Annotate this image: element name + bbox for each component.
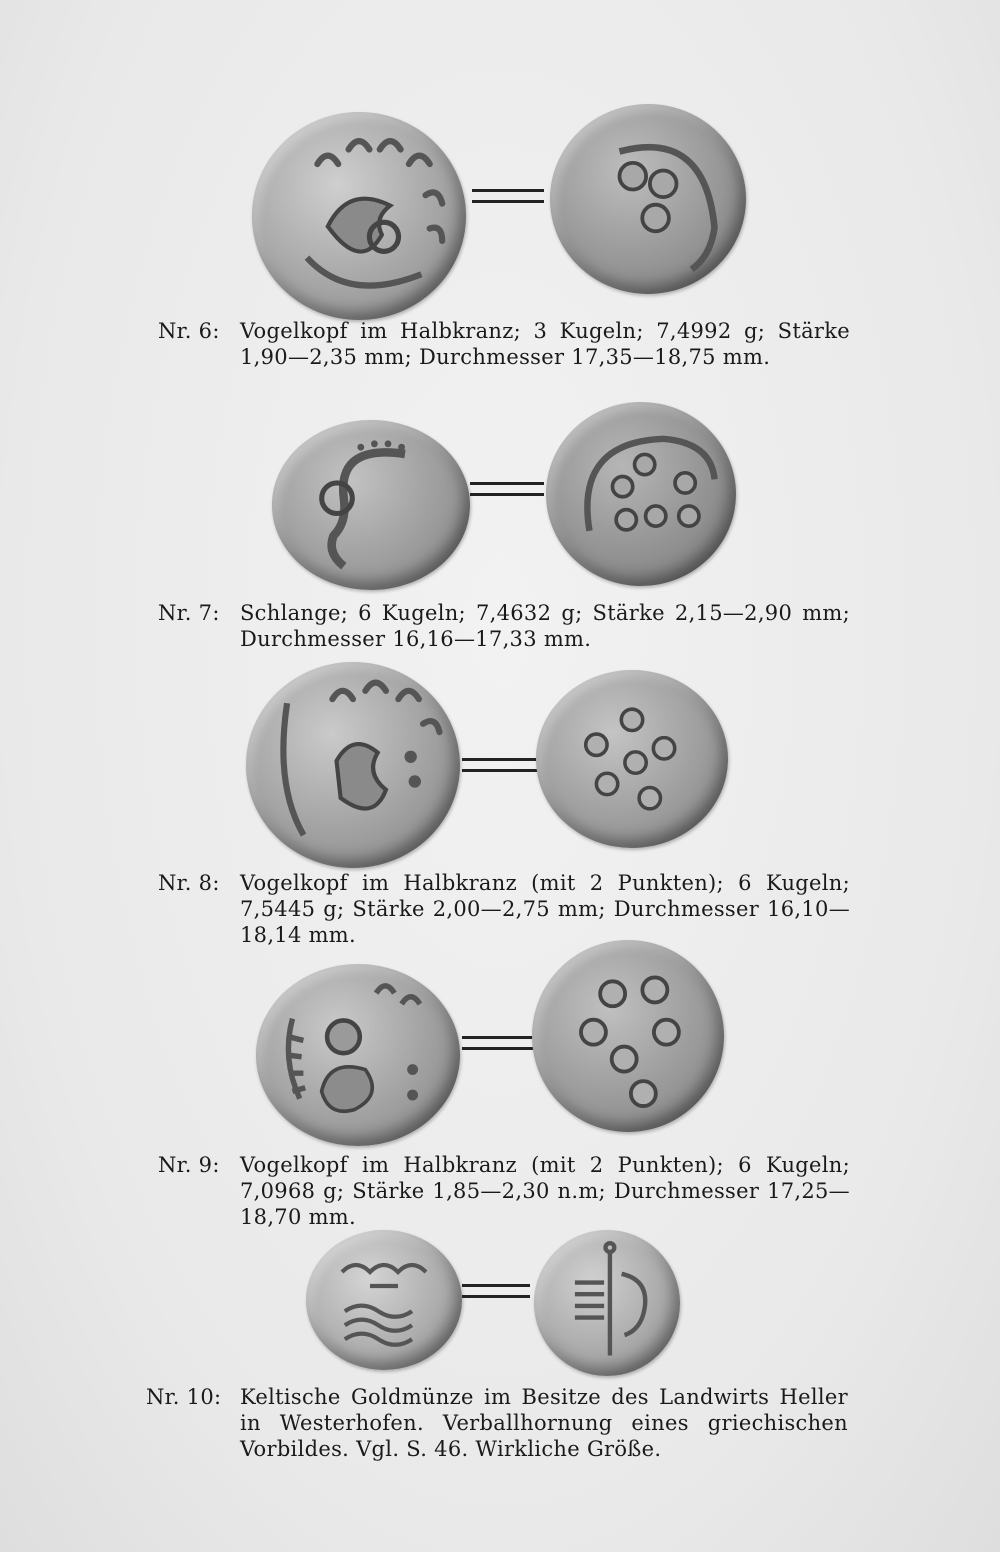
caption-text: Schlange; 6 Kugeln; 7,4632 g; Stärke 2,15—2,90 mm; Durchmesser 16,16—17,33 mm. <box>240 601 850 651</box>
snake-icon <box>272 420 470 590</box>
caption-8 <box>158 870 850 947</box>
coin-7-obverse <box>272 420 470 590</box>
caption-text: Vogelkopf im Halbkranz; 3 Kugeln; 7,4992 g; Stärke 1,90—2,35 mm; Durchmesser 17,35—18,75 mm. <box>240 319 850 369</box>
six-balls-icon <box>536 670 728 848</box>
coin-6-obverse <box>252 112 466 320</box>
equals-sign <box>462 756 538 774</box>
coin-10-obverse <box>306 1230 462 1370</box>
three-balls-icon <box>550 104 746 294</box>
equals-sign <box>470 480 544 498</box>
coin-9-obverse <box>256 964 460 1146</box>
caption-number: Nr. 7: <box>158 601 220 625</box>
equals-sign <box>462 1282 530 1300</box>
caption-9 <box>158 1152 850 1229</box>
coin-10-reverse <box>534 1230 680 1376</box>
bird-head-wreath-icon <box>256 964 460 1146</box>
gold-coin-obverse-icon <box>306 1230 462 1370</box>
caption-number: Nr. 10: <box>146 1385 222 1409</box>
coin-8-obverse <box>246 662 460 868</box>
six-balls-icon <box>532 940 724 1132</box>
caption-number: Nr. 8: <box>158 871 220 895</box>
equals-sign <box>472 187 544 205</box>
caption-7 <box>158 600 850 656</box>
caption-text: Keltische Goldmünze im Besitze des Landwirts Heller in Westerhofen. Verballhornung eines griechischen Vorbildes. Vgl. S. 46. Wirkliche Größe. <box>240 1385 848 1461</box>
coin-9-reverse <box>532 940 724 1132</box>
caption-text: Vogelkopf im Halbkranz (mit 2 Punkten); 6 Kugeln; 7,5445 g; Stärke 2,00—2,75 mm; Durchmesser 16,10—18,14 mm. <box>240 871 850 947</box>
caption-10 <box>146 1384 850 1466</box>
six-balls-icon <box>546 402 736 586</box>
caption-6 <box>158 318 850 374</box>
coin-6-reverse <box>550 104 746 294</box>
caption-text: Vogelkopf im Halbkranz (mit 2 Punkten); 6 Kugeln; 7,0968 g; Stärke 1,85—2,30 n.m; Durchmesser 17,25—18,70 mm. <box>240 1153 850 1229</box>
caption-number: Nr. 6: <box>158 319 220 343</box>
bird-head-wreath-icon <box>246 662 460 868</box>
bird-head-wreath-icon <box>252 112 466 320</box>
coin-7-reverse <box>546 402 736 586</box>
caption-number: Nr. 9: <box>158 1153 220 1177</box>
equals-sign <box>462 1034 534 1052</box>
gold-coin-reverse-icon <box>534 1230 680 1376</box>
coin-8-reverse <box>536 670 728 848</box>
